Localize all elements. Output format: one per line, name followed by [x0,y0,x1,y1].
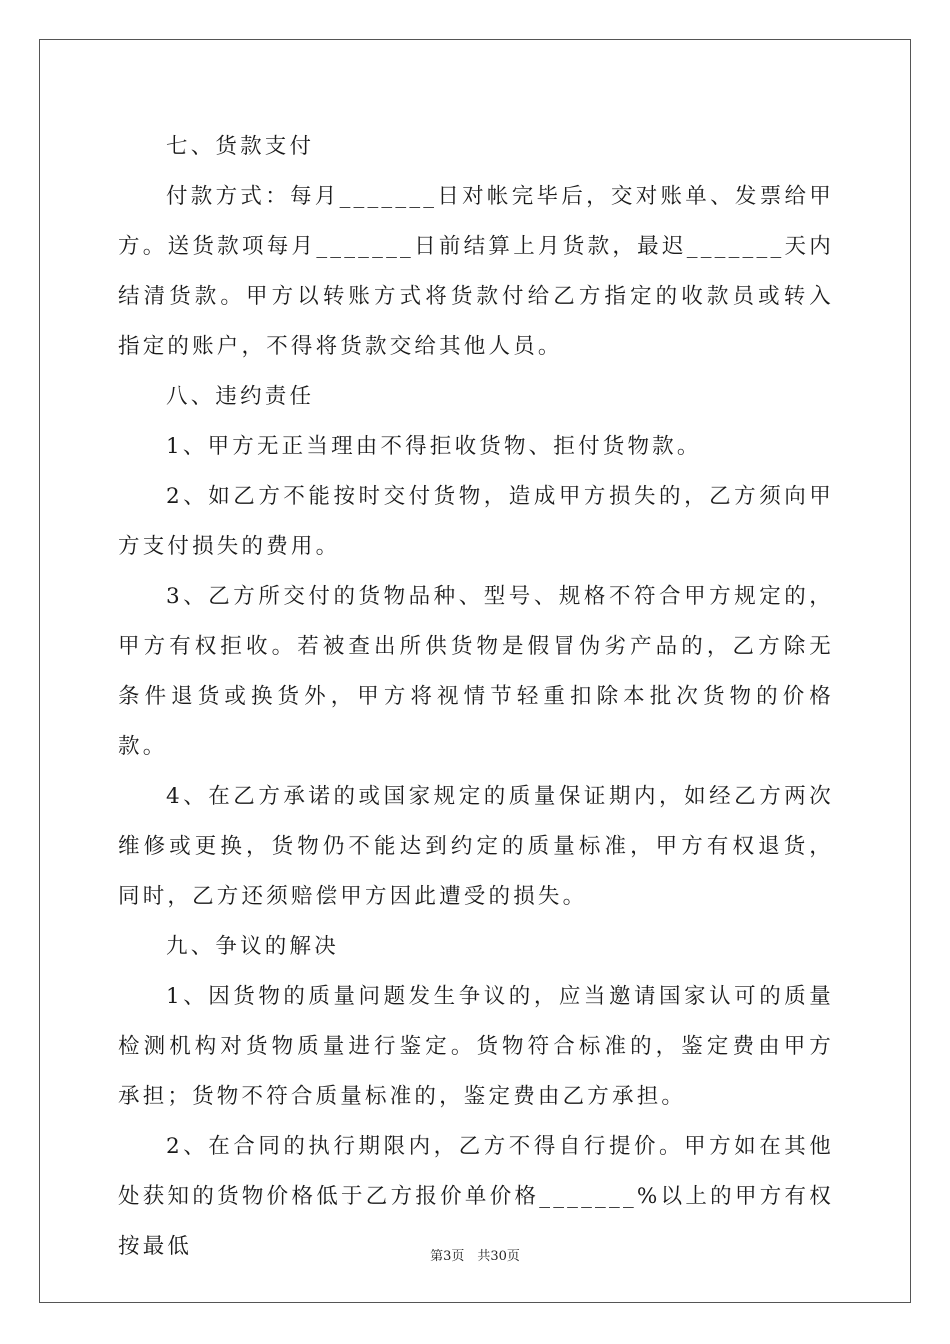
page-footer: 第3页 共30页 [430,1249,520,1264]
paragraph-payment-method: 付款方式：每月_______日对帐完毕后，交对账单、发票给甲方。送货款项每月_______日前结算上月货款，最迟_______天内结清货款。甲方以转账方式将货款付给乙方指定的收款员或转入指定的账户，不得将货款交给其他人员。 [118,184,834,359]
paragraph-liability-2: 2、如乙方不能按时交付货物，造成甲方损失的，乙方须向甲方支付损失的费用。 [118,484,834,559]
section-heading-dispute: 九、争议的解决 [166,934,339,959]
section-heading-payment: 七、货款支付 [166,134,315,159]
paragraph-liability-4: 4、在乙方承诺的或国家规定的质量保证期内，如经乙方两次维修或更换，货物仍不能达到约定的质量标准，甲方有权退货，同时，乙方还须赔偿甲方因此遭受的损失。 [118,784,834,909]
section-heading-liability: 八、违约责任 [166,384,315,409]
paragraph-liability-1: 1、甲方无正当理由不得拒收货物、拒付货物款。 [166,434,702,459]
paragraph-dispute-2: 2、在合同的执行期限内，乙方不得自行提价。甲方如在其他处获知的货物价格低于乙方报价单价格_______%以上的甲方有权按最低 [118,1134,834,1259]
document-body [118,122,834,1272]
paragraph-liability-3: 3、乙方所交付的货物品种、型号、规格不符合甲方规定的，甲方有权拒收。若被查出所供货物是假冒伪劣产品的，乙方除无条件退货或换货外，甲方将视情节轻重扣除本批次货物的价格款。 [118,584,834,759]
paragraph-dispute-1: 1、因货物的质量问题发生争议的，应当邀请国家认可的质量检测机构对货物质量进行鉴定。货物符合标准的，鉴定费由甲方承担；货物不符合质量标准的，鉴定费由乙方承担。 [118,984,834,1109]
